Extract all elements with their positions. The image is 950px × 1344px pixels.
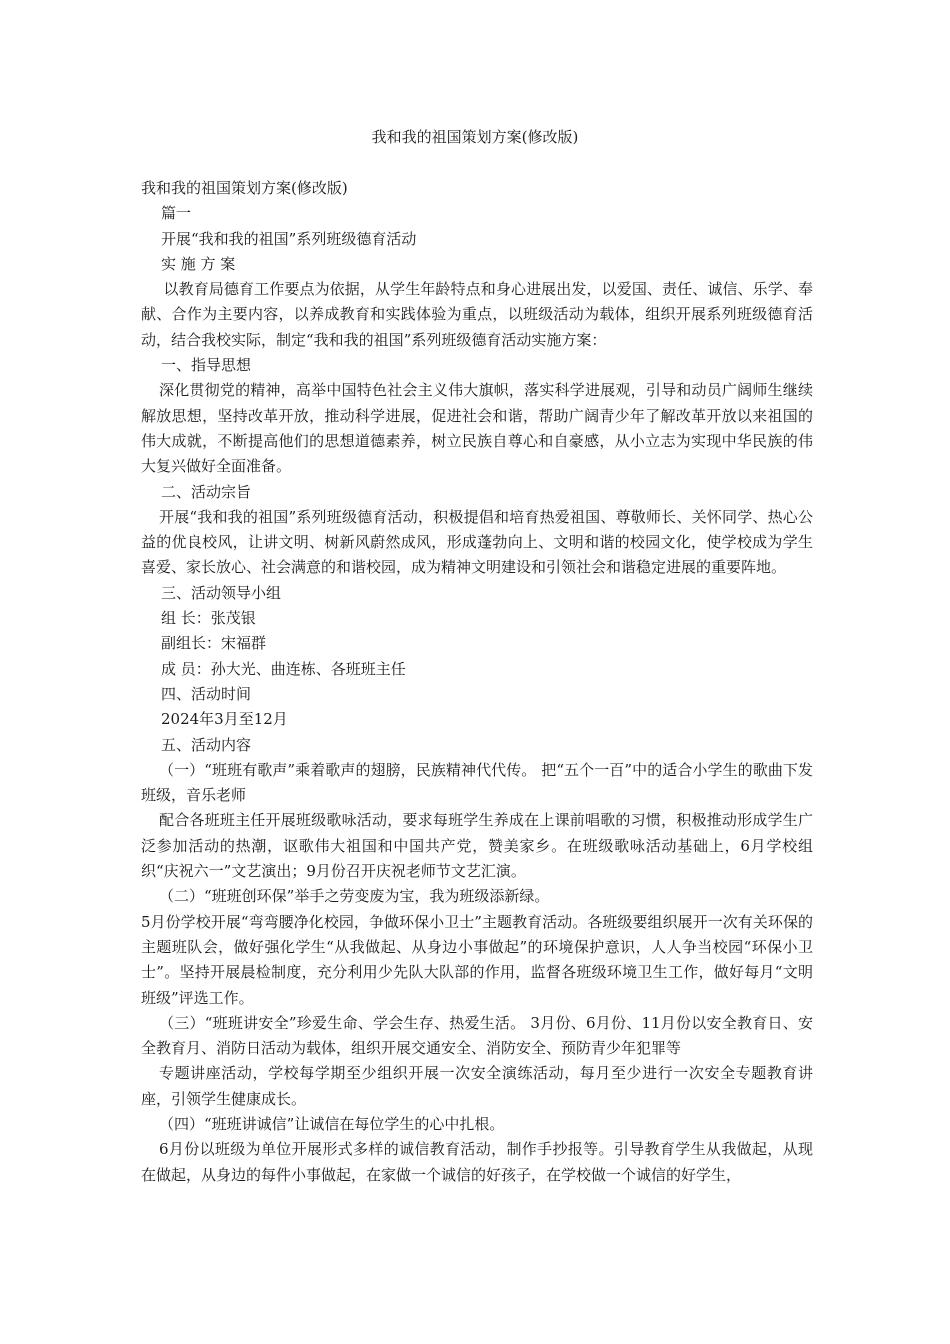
plan-label: 实 施 方 案 (161, 254, 236, 273)
section-label: 篇一 (161, 204, 192, 223)
intro-paragraph: 以教育局德育工作要点为依据，从学生年龄特点和身心进展出发，以爱国、责任、诚信、乐学、奉献、合作为主要内容，以养成教育和实践体验为重点，以班级活动为载体，组织开展系列班级德育活动，结合我校实际，制定“我和我的祖国”系列班级德育活动实施方案： (141, 280, 813, 349)
paragraph: 开展“我和我的祖国”系列班级德育活动，积极提倡和培育热爱祖国、尊敬师长、关怀同学、热心公益的优良校风，让讲文明、树新风蔚然成风，形成蓬勃向上、文明和谐的校园文化，使学校成为学生喜爱、家长放心、社会满意的和谐校园，成为精神文明建设和引领社会和谐稳定进展的重要阵地。 (141, 507, 813, 577)
deputy-leader-line: 副组长：宋福群 (161, 634, 267, 653)
members-line: 成 员：孙大光、曲连栋、各班班主任 (161, 659, 406, 678)
paragraph: （四）“班班讲诚信”让诚信在每位学生的心中扎根。 (159, 1114, 505, 1133)
document-body (141, 176, 813, 1188)
paragraph: 配合各班班主任开展班级歌咏活动，要求每班学生养成在上课前唱歌的习惯，积极推动形成学生广泛参加活动的热潮，讴歌伟大祖国和中国共产党，赞美家乡。在班级歌咏活动基础上，6月学校组织“庆祝六一”文艺演出；9月份召开庆祝老师节文艺汇演。 (141, 811, 813, 881)
leader-line: 组 长：张茂银 (161, 609, 256, 628)
section-heading: 三、活动领导小组 (161, 583, 282, 602)
activity-period: 2024年3月至12月 (161, 710, 288, 729)
paragraph: 专题讲座活动，学校每学期至少组织开展一次安全演练活动，每月至少进行一次安全专题教育讲座，引领学生健康成长。 (141, 1064, 813, 1108)
doc-heading: 我和我的祖国策划方案(修改版) (141, 179, 348, 197)
section-heading: 四、活动时间 (161, 684, 252, 703)
paragraph: 深化贯彻党的精神，高举中国特色社会主义伟大旗帜，落实科学进展观，引导和动员广阔师生继续解放思想，坚持改革开放，推动科学进展，促进社会和谐，帮助广阔青少年了解改革开放以来祖国的伟大成就，不断提高他们的思想道德素养，树立民族自尊心和自豪感，从小立志为实现中华民族的伟大复兴做好全面准备。 (141, 381, 813, 476)
section-heading: 一、指导思想 (161, 356, 252, 375)
paragraph: 5月份学校开展“弯弯腰净化校园，争做环保小卫士”主题教育活动。各班级要组织展开一次有关环保的主题班队会，做好强化学生“从我做起、从身边小事做起”的环境保护意识，人人争当校园“环保小卫士”。坚持开展晨检制度，充分利用少先队大队部的作用，监督各班级环境卫生工作，做好每月“文明班级”评选工作。 (141, 912, 813, 1007)
page-title: 我和我的祖国策划方案(修改版) (371, 128, 579, 146)
section-heading: 五、活动内容 (161, 735, 252, 754)
paragraph: （一）“班班有歌声”乘着歌声的翅膀，民族精神代代传。 把“五个一百”中的适合小学生的歌曲下发班级，音乐老师 (141, 760, 813, 805)
activity-title: 开展“我和我的祖国”系列班级德育活动 (161, 229, 417, 248)
section-heading: 二、活动宗旨 (161, 482, 252, 501)
paragraph: 6月份以班级为单位开展形式多样的诚信教育活动，制作手抄报等。引导教育学生从我做起，从现在做起，从身边的每件小事做起，在家做一个诚信的好孩子，在学校做一个诚信的好学生， (141, 1140, 813, 1184)
paragraph: （三）“班班讲安全”珍爱生命、学会生存、热爱生活。 3月份、6月份、11月份以安全教育日、安全教育月、消防日活动为载体，组织开展交通安全、消防安全、预防青少年犯罪等 (141, 1013, 813, 1058)
paragraph: （二）“班班创环保”举手之劳变废为宝，我为班级添新绿。 (159, 887, 550, 906)
